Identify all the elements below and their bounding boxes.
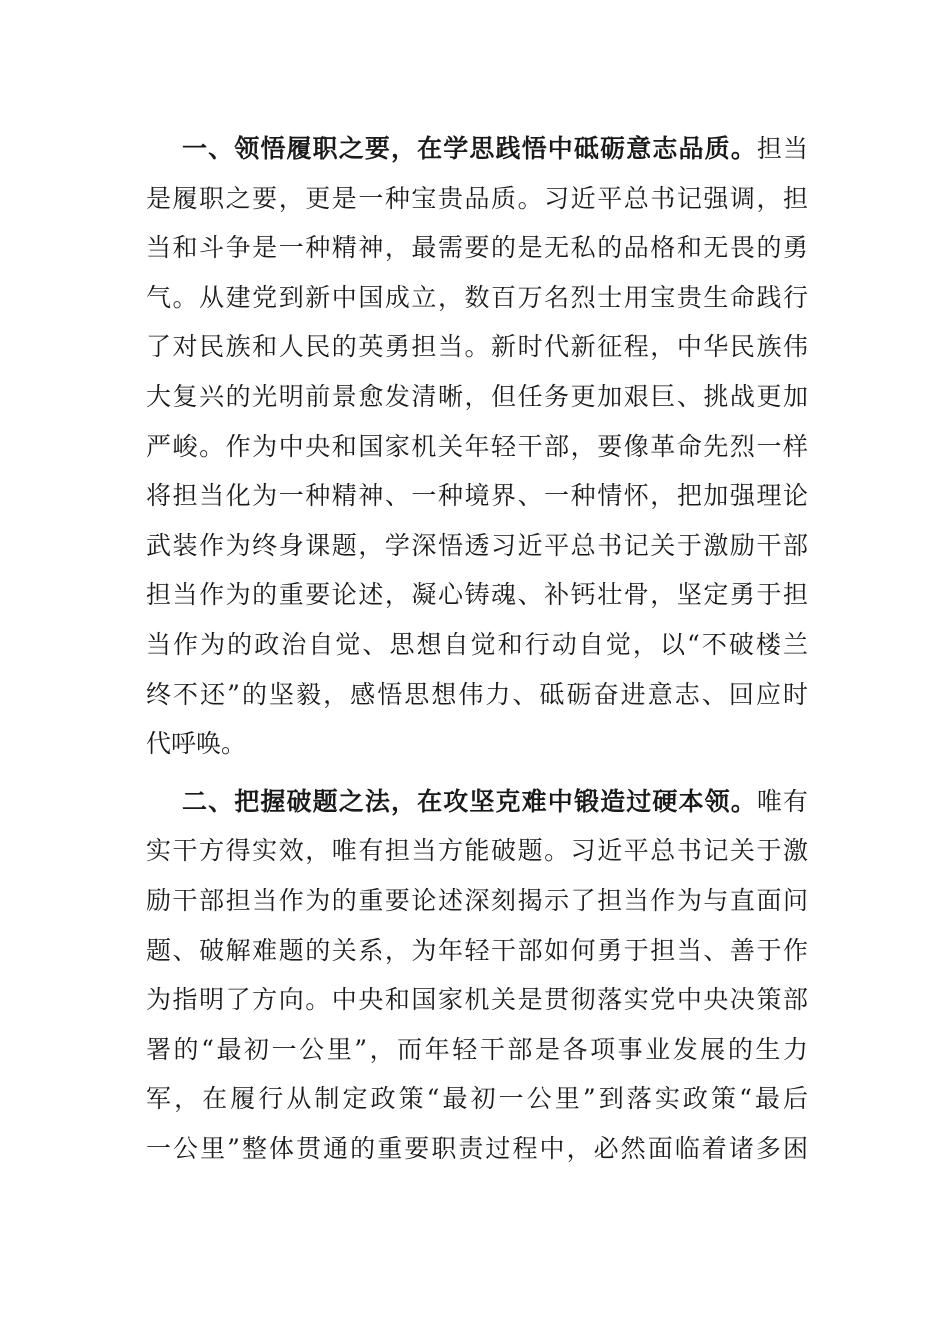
section1-line-12: 代呼唤。	[146, 729, 247, 759]
section1-line-6: 严峻。作为中央和国家机关年轻干部，要像革命先烈一样	[146, 431, 808, 461]
section1-line-10: 当作为的政治自觉、思想自觉和行动自觉，以“不破楼兰	[146, 629, 808, 659]
section1-first-line	[146, 124, 808, 174]
section2-line-5: 署的“最初一公里”，而年轻干部是各项事业发展的生力	[146, 1034, 808, 1064]
section1-line-9: 担当作为的重要论述，凝心铸魂、补钙壮骨，坚定勇于担	[146, 580, 808, 610]
section1-line-4: 了对民族和人民的英勇担当。新时代新征程，中华民族伟	[146, 332, 808, 362]
paragraph-gap	[146, 769, 808, 777]
section1-line-11: 终不还”的坚毅，感悟思想伟力、砥砺奋进意志、回应时	[146, 679, 808, 709]
section1-line-7: 将担当化为一种精神、一种境界、一种情怀，把加强理论	[146, 481, 808, 511]
section2-line-2: 励干部担当作为的重要论述深刻揭示了担当作为与直面问	[146, 885, 808, 915]
section2-line-4: 为指明了方向。中央和国家机关是贯彻落实党中央决策部	[146, 985, 808, 1015]
section1-line-8: 武装作为终身课题，学深悟透习近平总书记关于激励干部	[146, 530, 808, 560]
section2-line-1: 实干方得实效，唯有担当方能破题。习近平总书记关于激	[146, 836, 808, 866]
document-body	[146, 124, 808, 1173]
section2-heading: 二、把握破题之法，在攻坚克难中锻造过硬本领。	[182, 786, 757, 816]
section1-heading: 一、领悟履职之要，在学思践悟中砥砺意志品质。	[182, 134, 757, 163]
section1-line-3: 气。从建党到新中国成立，数百万名烈士用宝贵生命践行	[146, 282, 808, 312]
section1-line-5: 大复兴的光明前景愈发清晰，但任务更加艰巨、挑战更加	[146, 381, 808, 411]
section1-line-0: 担当	[756, 134, 808, 163]
section2-first-line	[146, 777, 808, 827]
section1-line-2: 当和斗争是一种精神，最需要的是无私的品格和无畏的勇	[146, 233, 808, 263]
section2-line-0: 唯有	[756, 786, 808, 816]
section2-line-7: 一公里”整体贯通的重要职责过程中，必然面临着诸多困	[146, 1133, 808, 1163]
section2-line-6: 军，在履行从制定政策“最初一公里”到落实政策“最后	[146, 1084, 808, 1114]
section2-line-3: 题、破解难题的关系，为年轻干部如何勇于担当、善于作	[146, 935, 808, 965]
section1-line-1: 是履职之要，更是一种宝贵品质。习近平总书记强调，担	[146, 183, 808, 213]
